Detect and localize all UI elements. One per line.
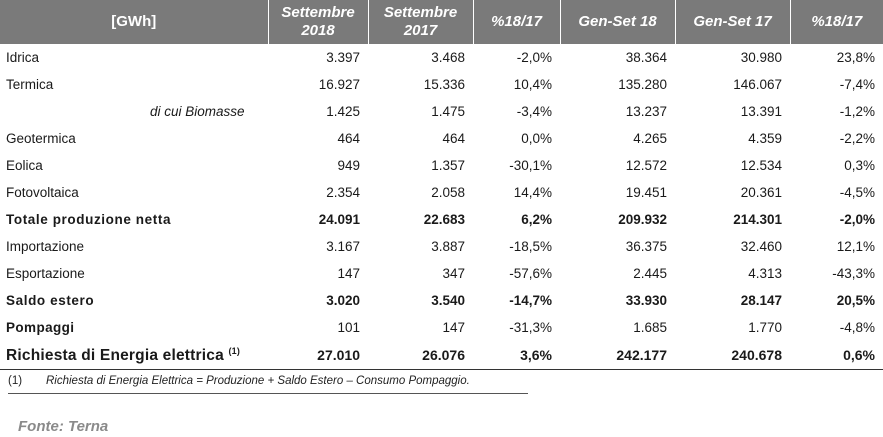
cell: -14,7% <box>509 293 552 308</box>
header-gen-set-17: Gen-Set 17 <box>675 0 790 44</box>
header-line: Settembre <box>383 4 458 21</box>
cell: 28.147 <box>740 293 782 308</box>
cell: 2.445 <box>633 266 667 281</box>
cell: -1,2% <box>839 104 875 119</box>
cell: -4,5% <box>839 185 875 200</box>
row-label: Pompaggi <box>6 320 75 335</box>
table-row-total <box>0 341 883 370</box>
footnote <box>8 375 470 387</box>
cell: 36.375 <box>625 239 667 254</box>
cell: 0,3% <box>844 158 875 173</box>
cell: 0,6% <box>790 341 883 370</box>
row-label: Idrica <box>6 50 40 65</box>
table-header-row <box>0 0 883 44</box>
cell: -18,5% <box>509 239 552 254</box>
table-row <box>0 152 883 179</box>
row-label: Geotermica <box>6 131 76 146</box>
cell: 209.932 <box>618 212 667 227</box>
footnote-text: Richiesta di Energia Elettrica = Produzione + Saldo Estero – Consumo Pompaggio. <box>46 375 470 387</box>
row-label: di cui Biomasse <box>150 104 245 119</box>
footnote-marker: (1) <box>228 345 241 356</box>
cell: -7,4% <box>839 77 875 92</box>
cell: 22.683 <box>423 212 465 227</box>
cell: -2,0% <box>839 212 875 227</box>
row-label: Totale produzione netta <box>6 212 172 227</box>
header-line: Settembre <box>281 4 355 21</box>
cell: 4.359 <box>748 131 782 146</box>
header-pct-ytd: %18/17 <box>790 0 883 44</box>
table-row <box>0 314 883 341</box>
cell: 146.067 <box>733 77 782 92</box>
row-label: Importazione <box>6 239 85 254</box>
cell: 2.058 <box>431 185 465 200</box>
cell: 2.354 <box>326 185 360 200</box>
header-pct-month: %18/17 <box>473 0 560 44</box>
cell: 1.770 <box>748 320 782 335</box>
cell: 20.361 <box>740 185 782 200</box>
table-row-subtotal <box>0 287 883 314</box>
header-settembre-2017 <box>368 0 473 44</box>
cell: 26.076 <box>368 341 473 370</box>
header-line: 2017 <box>403 22 438 39</box>
cell: 135.280 <box>618 77 667 92</box>
cell: 240.678 <box>675 341 790 370</box>
cell: 3.887 <box>431 239 465 254</box>
cell: 12.572 <box>625 158 667 173</box>
cell: 1.685 <box>633 320 667 335</box>
cell: 10,4% <box>513 77 552 92</box>
cell: 32.460 <box>740 239 782 254</box>
header-unit: [GWh] <box>0 0 268 44</box>
cell: 6,2% <box>521 212 552 227</box>
cell: -31,3% <box>509 320 552 335</box>
cell: 949 <box>337 158 360 173</box>
cell: 33.930 <box>625 293 667 308</box>
cell: 30.980 <box>740 50 782 65</box>
cell: 3.020 <box>326 293 360 308</box>
source-label: Fonte: Terna <box>18 418 109 435</box>
cell: -57,6% <box>509 266 552 281</box>
table-row-subtotal <box>0 206 883 233</box>
cell: 214.301 <box>733 212 782 227</box>
cell: -2,2% <box>839 131 875 146</box>
cell: 0,0% <box>521 131 552 146</box>
cell: 15.336 <box>423 77 465 92</box>
row-label: Termica <box>6 77 54 92</box>
cell: 4.313 <box>748 266 782 281</box>
table-row <box>0 44 883 71</box>
cell: 1.425 <box>326 104 360 119</box>
cell: -2,0% <box>516 50 552 65</box>
cell: -4,8% <box>839 320 875 335</box>
table-row <box>0 260 883 287</box>
cell: 464 <box>442 131 465 146</box>
cell: 3.540 <box>431 293 465 308</box>
table-row <box>0 71 883 98</box>
table-row <box>0 125 883 152</box>
cell: 23,8% <box>836 50 875 65</box>
header-settembre-2018 <box>268 0 368 44</box>
cell: 19.451 <box>625 185 667 200</box>
cell: 3.468 <box>431 50 465 65</box>
cell: 27.010 <box>268 341 368 370</box>
cell: 14,4% <box>513 185 552 200</box>
footnote-divider <box>8 393 528 394</box>
cell: 101 <box>337 320 360 335</box>
footnote-number: (1) <box>8 375 23 387</box>
cell: 3.167 <box>326 239 360 254</box>
row-label: Saldo estero <box>6 293 95 308</box>
cell: -3,4% <box>516 104 552 119</box>
cell: 147 <box>442 320 465 335</box>
cell: 4.265 <box>633 131 667 146</box>
cell: 3,6% <box>473 341 560 370</box>
cell: 12,1% <box>836 239 875 254</box>
cell: 3.397 <box>326 50 360 65</box>
cell: 147 <box>337 266 360 281</box>
cell: 347 <box>442 266 465 281</box>
table-row <box>0 233 883 260</box>
cell: -43,3% <box>832 266 875 281</box>
cell: -30,1% <box>509 158 552 173</box>
table-row <box>0 98 883 125</box>
header-line: 2018 <box>301 22 335 39</box>
cell: 20,5% <box>836 293 875 308</box>
row-label: Fotovoltaica <box>6 185 79 200</box>
cell: 464 <box>337 131 360 146</box>
cell: 13.237 <box>625 104 667 119</box>
cell: 24.091 <box>318 212 360 227</box>
cell: 13.391 <box>740 104 782 119</box>
table-row <box>0 179 883 206</box>
total-label-text: Richiesta di Energia elettrica <box>6 346 224 364</box>
row-label: Eolica <box>6 158 43 173</box>
header-gen-set-18: Gen-Set 18 <box>560 0 675 44</box>
cell: 38.364 <box>625 50 667 65</box>
cell: 1.357 <box>431 158 465 173</box>
cell: 1.475 <box>431 104 465 119</box>
row-label: Esportazione <box>6 266 85 281</box>
cell: 242.177 <box>560 341 675 370</box>
cell: 12.534 <box>740 158 782 173</box>
row-label-total <box>0 341 268 370</box>
cell: 16.927 <box>318 77 360 92</box>
